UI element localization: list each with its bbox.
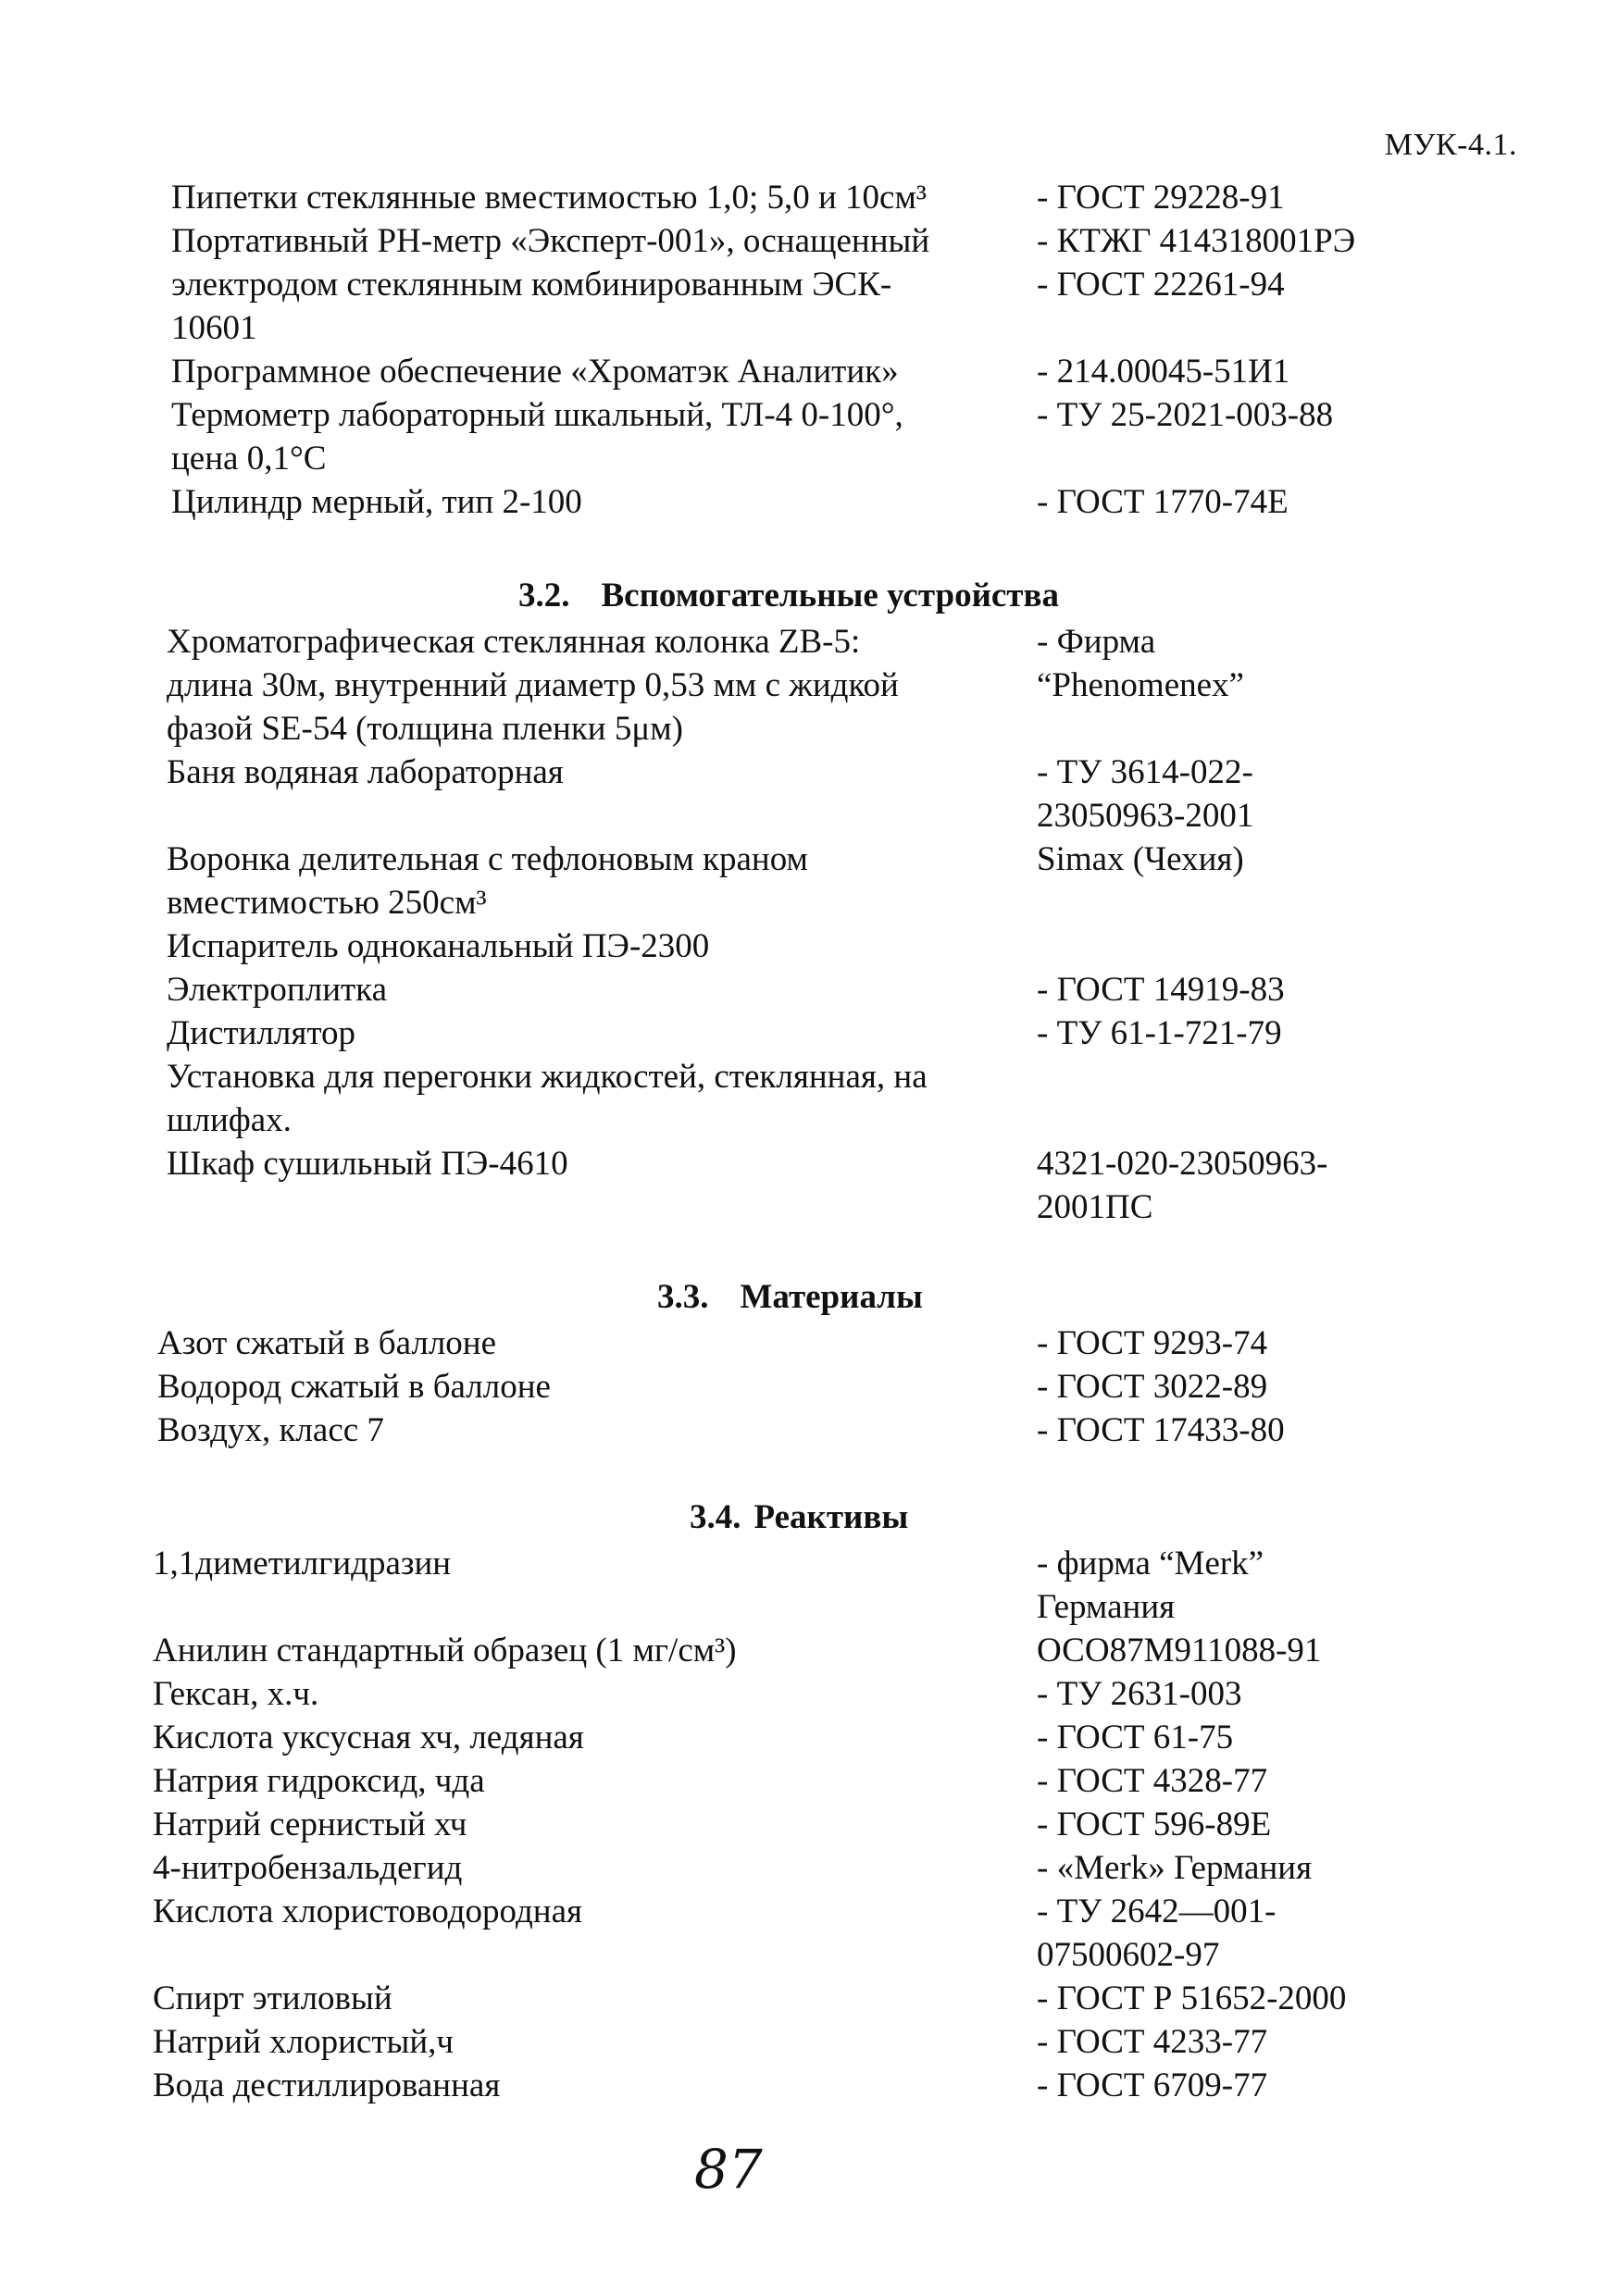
item-standard: “Phenomenex” — [1037, 666, 1244, 704]
list-item — [153, 1542, 1619, 1585]
reagents-list — [153, 1542, 1619, 2107]
item-name: Пипетки стеклянные вместимостью 1,0; 5,0 и 10см³ — [171, 179, 927, 217]
item-name: вместимостью 250см³ — [167, 884, 487, 922]
list-item — [153, 2020, 1619, 2064]
item-standard: - ГОСТ 3022-89 — [1037, 1368, 1268, 1406]
list-item — [157, 1365, 1619, 1409]
section-title: Вспомогательные устройства — [601, 577, 1059, 614]
section-title: Материалы — [740, 1278, 923, 1316]
document-code: МУК-4.1. — [1384, 128, 1517, 162]
list-item — [167, 707, 1619, 751]
list-item — [167, 968, 1619, 1011]
item-standard: - ГОСТ 9293-74 — [1037, 1324, 1268, 1362]
item-standard: - ГОСТ 1770-74Е — [1037, 483, 1289, 521]
item-name: Вода дестиллированная — [153, 2066, 501, 2104]
item-name: Анилин стандартный образец (1 мг/см³) — [153, 1632, 737, 1669]
item-name: Гексан, х.ч. — [153, 1675, 319, 1713]
list-item — [167, 1055, 1619, 1098]
item-name: Портативный РН-метр «Эксперт-001», оснащенный — [171, 222, 930, 260]
item-standard: - ГОСТ 596-89Е — [1037, 1806, 1272, 1843]
list-item — [167, 1142, 1619, 1185]
section-heading-materials — [657, 1277, 923, 1317]
item-standard: - КТЖГ 414318001РЭ — [1037, 222, 1356, 260]
section-title: Реактивы — [753, 1498, 909, 1536]
section-heading-reagents — [690, 1497, 908, 1537]
item-standard: 23050963-2001 — [1037, 797, 1254, 835]
list-item — [153, 1759, 1619, 1803]
item-standard: - ГОСТ 14919-83 — [1037, 971, 1285, 1009]
item-standard: 2001ПС — [1037, 1188, 1153, 1226]
list-item — [157, 1409, 1619, 1452]
list-item — [167, 925, 1619, 968]
item-name: длина 30м, внутренний диаметр 0,53 мм с жидкой — [167, 666, 899, 704]
instruments-list — [171, 176, 1619, 524]
item-standard: 07500602-97 — [1037, 1936, 1220, 1974]
item-name: Шкаф сушильный ПЭ-4610 — [167, 1145, 568, 1183]
item-standard: - ТУ 2631-003 — [1037, 1675, 1242, 1713]
list-item — [153, 2064, 1619, 2107]
item-name: Воронка делительная с тефлоновым краном — [167, 840, 808, 878]
item-name: Натрий сернистый хч — [153, 1806, 467, 1843]
section-number: 3.3. — [657, 1278, 709, 1316]
item-name: фазой SE-54 (толщина пленки 5μм) — [167, 710, 683, 748]
item-standard: - фирма “Merk” — [1037, 1545, 1264, 1582]
item-name: Хроматографическая стеклянная колонка ZB-5: — [167, 623, 861, 661]
section-number: 3.4. — [690, 1498, 741, 1536]
item-standard: Simax (Чехия) — [1037, 840, 1244, 878]
list-item — [153, 1977, 1619, 2020]
item-standard: - ГОСТ 4233-77 — [1037, 2023, 1268, 2061]
item-standard: - ГОСТ 29228-91 — [1037, 179, 1285, 217]
item-standard: - ГОСТ 22261-94 — [1037, 266, 1285, 304]
handwritten-page-number: 87 — [694, 2138, 763, 2201]
list-item — [153, 1585, 1619, 1629]
list-item — [167, 1011, 1619, 1055]
list-item — [171, 176, 1619, 219]
item-name: шлифах. — [167, 1101, 292, 1139]
list-item — [153, 1846, 1619, 1890]
item-standard: - ГОСТ 61-75 — [1037, 1719, 1234, 1756]
list-item — [167, 1098, 1619, 1142]
list-item — [153, 1672, 1619, 1716]
item-name: электродом стеклянным комбинированным ЭСК- — [171, 266, 892, 304]
item-name: Испаритель одноканальный ПЭ-2300 — [167, 927, 710, 965]
list-item — [153, 1803, 1619, 1846]
item-name: цена 0,1°С — [171, 440, 327, 478]
item-standard: - Фирма — [1037, 623, 1156, 661]
item-name: Цилиндр мерный, тип 2-100 — [171, 483, 582, 521]
item-standard: - ГОСТ Р 51652-2000 — [1037, 1980, 1347, 2017]
item-standard: - 214.00045-51И1 — [1037, 353, 1290, 391]
list-item — [153, 1629, 1619, 1672]
item-name: 10601 — [171, 309, 257, 347]
item-standard: 4321-020-23050963- — [1037, 1145, 1328, 1183]
item-standard: - ТУ 2642—001- — [1037, 1893, 1277, 1930]
list-item — [153, 1933, 1619, 1977]
item-standard: - ГОСТ 6709-77 — [1037, 2066, 1268, 2104]
list-item — [167, 664, 1619, 707]
list-item — [167, 751, 1619, 794]
list-item — [171, 306, 1619, 350]
list-item — [171, 437, 1619, 480]
item-standard: - «Merk» Германия — [1037, 1849, 1313, 1887]
list-item — [171, 480, 1619, 524]
item-name: Водород сжатый в баллоне — [157, 1368, 551, 1406]
item-name: Программное обеспечение «Хроматэк Аналитик» — [171, 353, 899, 391]
item-standard: - ТУ 61-1-721-79 — [1037, 1014, 1282, 1052]
item-name: Установка для перегонки жидкостей, стеклянная, на — [167, 1058, 928, 1096]
list-item — [167, 620, 1619, 664]
list-item — [167, 794, 1619, 838]
item-standard: - ТУ 3614-022- — [1037, 753, 1253, 791]
item-name: Натрий хлористый,ч — [153, 2023, 455, 2061]
item-name: Кислота хлористоводородная — [153, 1893, 583, 1930]
list-item — [171, 219, 1619, 263]
item-standard: Германия — [1037, 1588, 1176, 1626]
section-heading-aux — [518, 576, 1059, 615]
list-item — [171, 393, 1619, 437]
list-item — [167, 838, 1619, 881]
item-standard: - ТУ 25-2021-003-88 — [1037, 396, 1334, 434]
item-name: Натрия гидроксид, чда — [153, 1762, 485, 1800]
aux-devices-list — [167, 620, 1619, 1229]
item-name: Азот сжатый в баллоне — [157, 1324, 497, 1362]
item-standard: - ГОСТ 4328-77 — [1037, 1762, 1268, 1800]
list-item — [167, 881, 1619, 925]
materials-list — [157, 1322, 1619, 1452]
list-item — [153, 1890, 1619, 1933]
section-number: 3.2. — [518, 577, 570, 614]
list-item — [157, 1322, 1619, 1365]
list-item — [153, 1716, 1619, 1759]
item-name: Термометр лабораторный шкальный, ТЛ-4 0-100°, — [171, 396, 903, 434]
item-standard: ОСО87М911088-91 — [1037, 1632, 1322, 1669]
item-name: Электроплитка — [167, 971, 388, 1009]
list-item — [167, 1185, 1619, 1229]
list-item — [171, 263, 1619, 306]
item-name: Спирт этиловый — [153, 1980, 392, 2017]
item-name: 1,1диметилгидразин — [153, 1545, 452, 1582]
list-item — [171, 350, 1619, 393]
item-name: 4-нитробензальдегид — [153, 1849, 463, 1887]
item-name: Дистиллятор — [167, 1014, 356, 1052]
item-name: Воздух, класс 7 — [157, 1411, 384, 1449]
item-name: Баня водяная лабораторная — [167, 753, 564, 791]
item-name: Кислота уксусная хч, ледяная — [153, 1719, 584, 1756]
item-standard: - ГОСТ 17433-80 — [1037, 1411, 1285, 1449]
